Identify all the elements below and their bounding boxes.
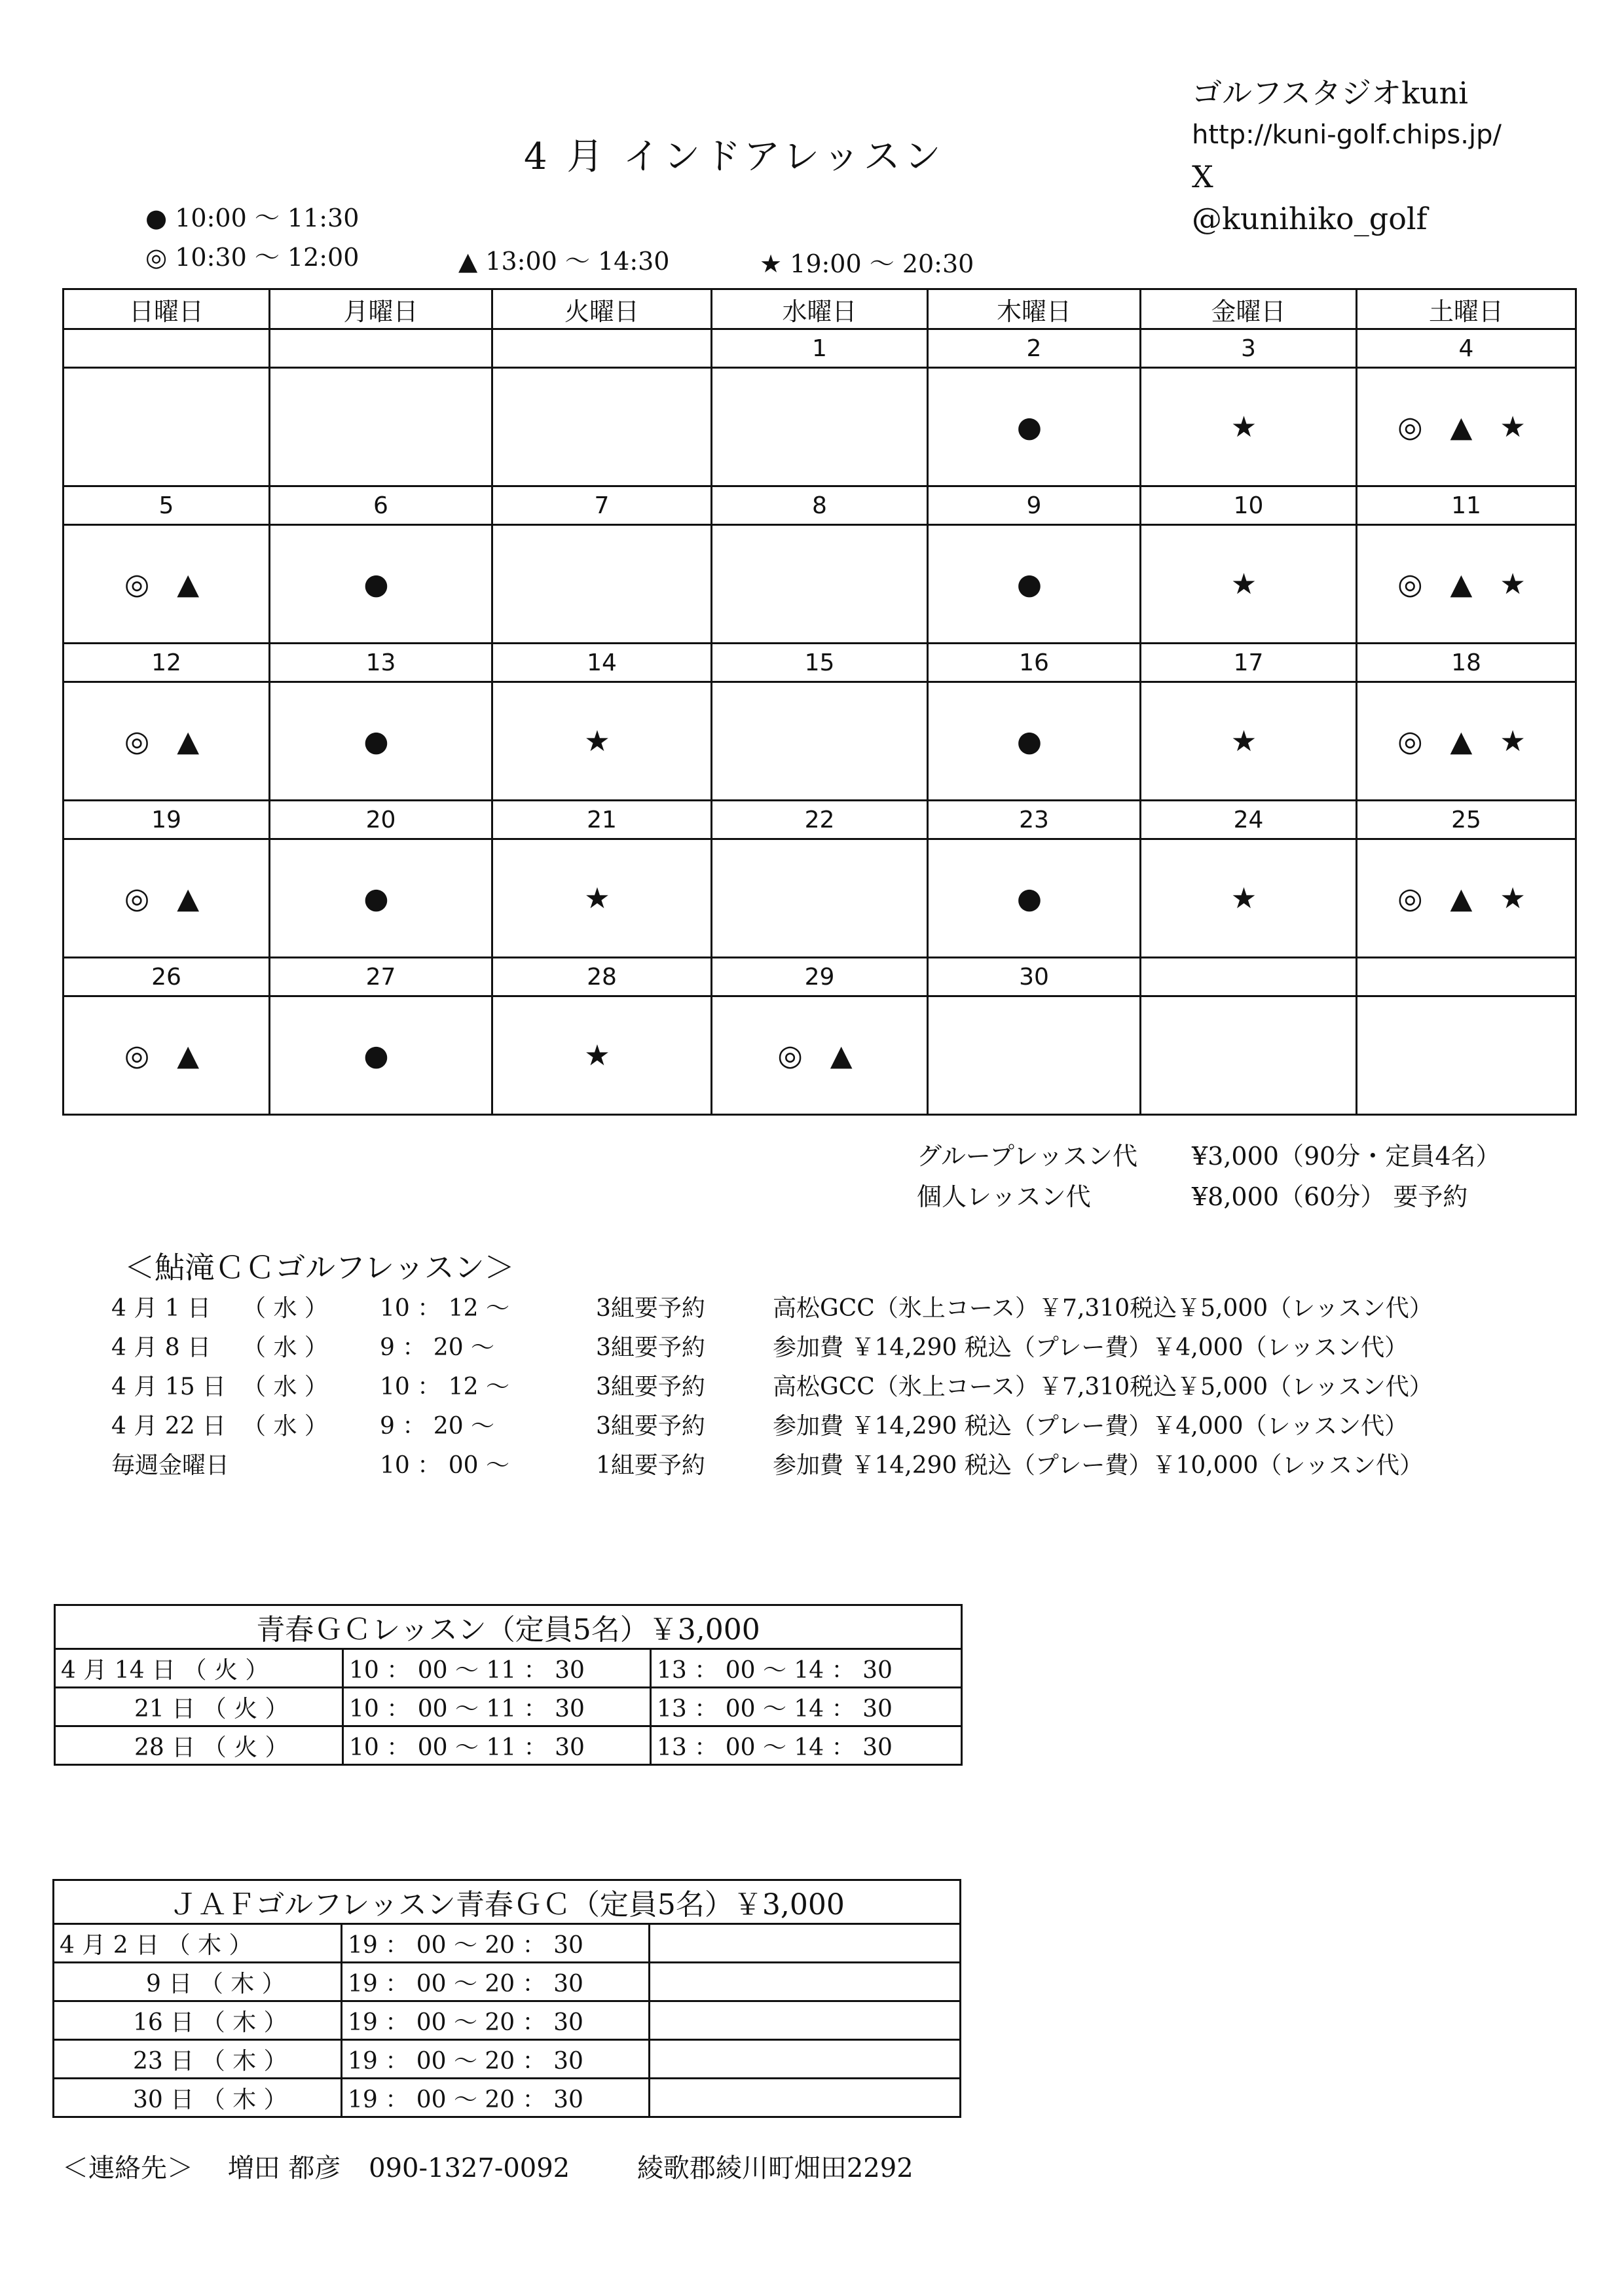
lesson-marks: ◎ ▲ ★	[1357, 525, 1576, 644]
jaf-slot: 19 ： 00 ～ 20 ： 30	[342, 1924, 650, 1963]
seishun-slot-am: 10 ： 00 ～ 11 ： 30	[343, 1726, 651, 1765]
contact-label: ＜連絡先＞	[62, 2153, 193, 2183]
jaf-title: ＪＡＦゴルフレッスン青春ＧＣ（定員5名）￥3,000	[54, 1880, 961, 1924]
lesson-marks: ◎ ▲	[64, 839, 270, 958]
lesson-marks: ◎ ▲	[64, 525, 270, 644]
lesson-marks	[1357, 996, 1576, 1115]
day-number: 25	[1357, 801, 1576, 839]
weekday-header: 金曜日	[1141, 289, 1357, 329]
lesson-marks: ◎ ▲ ★	[1357, 839, 1576, 958]
lesson-marks: ★	[1141, 682, 1357, 801]
jaf-dow: （ 木 ）	[201, 2009, 287, 2036]
legend-double-circle: ◎ 10:30 ～ 12:00	[145, 243, 360, 272]
lesson-marks: ★	[492, 839, 712, 958]
jaf-dow: （ 木 ）	[201, 2086, 287, 2113]
ayutaki-dow: （ 水 ）	[242, 1294, 328, 1322]
day-number: 1	[712, 329, 928, 368]
day-number: 4	[1357, 329, 1576, 368]
x-handle: @kunihiko_golf	[1192, 201, 1428, 236]
jaf-row	[54, 2079, 961, 2117]
seishun-slot-pm: 13 ： 00 ～ 14 ： 30	[651, 1649, 962, 1688]
lesson-mark-row	[64, 839, 1576, 958]
day-number: 27	[270, 958, 492, 996]
private-fee-value: ¥8,000（60分） 要予約	[1192, 1182, 1468, 1211]
seishun-date: 28 日	[134, 1734, 196, 1761]
lesson-marks: ●	[270, 996, 492, 1115]
lesson-marks: ●	[270, 682, 492, 801]
ayutaki-detail: 参加費 ￥14,290 税込（プレー費）￥10,000（レッスン代）	[773, 1451, 1424, 1479]
group-fee-row	[917, 1136, 1501, 1176]
lesson-marks: ★	[492, 996, 712, 1115]
day-number-row	[64, 486, 1576, 525]
group-fee-label: グループレッスン代	[917, 1142, 1138, 1171]
contact-phone: 090-1327-0092	[369, 2153, 570, 2183]
seishun-slot-am: 10 ： 00 ～ 11 ： 30	[343, 1649, 651, 1688]
day-number-row	[64, 958, 1576, 996]
lesson-marks: ●	[270, 525, 492, 644]
day-number: 19	[64, 801, 270, 839]
ayutaki-date: 毎週金曜日	[111, 1451, 230, 1479]
jaf-slot: 19 ： 00 ～ 20 ： 30	[342, 2040, 650, 2079]
ayutaki-time: 9 ： 20 ～	[380, 1334, 495, 1361]
day-number: 20	[270, 801, 492, 839]
day-number: 29	[712, 958, 928, 996]
lesson-marks: ●	[928, 368, 1141, 486]
lesson-marks	[270, 368, 492, 486]
day-number: 10	[1141, 486, 1357, 525]
jaf-date-cell	[54, 2040, 342, 2079]
jaf-slot-empty	[650, 1924, 961, 1963]
seishun-dow: （ 火 ）	[183, 1656, 269, 1684]
lesson-marks: ◎ ▲	[64, 682, 270, 801]
weekday-header: 木曜日	[928, 289, 1141, 329]
weekday-header: 月曜日	[270, 289, 492, 329]
ayutaki-detail: 高松GCC（氷上コース）￥7,310税込￥5,000（レッスン代）	[773, 1373, 1433, 1400]
ayutaki-groups: 1組要予約	[596, 1451, 705, 1479]
day-number: 26	[64, 958, 270, 996]
ayutaki-row	[111, 1365, 1433, 1404]
ayutaki-row	[111, 1286, 1433, 1326]
lesson-marks	[64, 368, 270, 486]
weekday-header: 土曜日	[1357, 289, 1576, 329]
jaf-date: 9 日	[146, 1970, 193, 1997]
day-number: 17	[1141, 644, 1357, 682]
seishun-row	[55, 1649, 962, 1688]
seishun-dow: （ 火 ）	[202, 1734, 289, 1761]
jaf-row	[54, 1963, 961, 2001]
seishun-table	[54, 1604, 963, 1766]
ayutaki-list	[111, 1286, 1433, 1483]
group-fee-value: ¥3,000（90分・定員4名）	[1192, 1142, 1501, 1171]
jaf-title-row	[54, 1880, 961, 1924]
jaf-dow: （ 木 ）	[166, 1931, 253, 1959]
lesson-mark-row	[64, 368, 1576, 486]
day-number: 23	[928, 801, 1141, 839]
lesson-marks: ★	[1141, 839, 1357, 958]
day-number: 13	[270, 644, 492, 682]
ayutaki-row	[111, 1404, 1433, 1444]
weekday-header: 水曜日	[712, 289, 928, 329]
day-number: 30	[928, 958, 1141, 996]
contact-name: 増田 都彦	[227, 2153, 341, 2183]
seishun-row	[55, 1688, 962, 1726]
lesson-mark-row	[64, 525, 1576, 644]
ayutaki-date: 4 月 8 日	[111, 1334, 212, 1361]
jaf-row	[54, 1924, 961, 1963]
ayutaki-dow: （ 水 ）	[242, 1373, 328, 1400]
ayutaki-title: ＜鮎滝ＣＣゴルフレッスン＞	[124, 1250, 515, 1285]
seishun-date-cell	[55, 1726, 343, 1765]
day-number: 6	[270, 486, 492, 525]
legend-triangle: ▲ 13:00 ～ 14:30	[458, 247, 670, 276]
jaf-slot-empty	[650, 1963, 961, 2001]
private-fee-label: 個人レッスン代	[917, 1182, 1091, 1211]
day-number: 16	[928, 644, 1141, 682]
jaf-slot-empty	[650, 2001, 961, 2040]
lesson-mark-row	[64, 682, 1576, 801]
page-title: 4 月 インドアレッスン	[524, 136, 945, 178]
seishun-row	[55, 1726, 962, 1765]
jaf-row	[54, 2040, 961, 2079]
day-number: 24	[1141, 801, 1357, 839]
lesson-marks	[1141, 996, 1357, 1115]
day-number	[270, 329, 492, 368]
lesson-marks: ●	[928, 682, 1141, 801]
lesson-marks: ◎ ▲	[64, 996, 270, 1115]
day-number: 22	[712, 801, 928, 839]
ayutaki-row	[111, 1444, 1433, 1483]
jaf-row	[54, 2001, 961, 2040]
lesson-marks: ●	[928, 839, 1141, 958]
jaf-slot: 19 ： 00 ～ 20 ： 30	[342, 2079, 650, 2117]
ayutaki-time: 9 ： 20 ～	[380, 1412, 495, 1440]
day-number: 12	[64, 644, 270, 682]
day-number	[1141, 958, 1357, 996]
jaf-table	[52, 1879, 961, 2118]
day-number: 15	[712, 644, 928, 682]
day-number: 28	[492, 958, 712, 996]
ayutaki-detail: 高松GCC（氷上コース）￥7,310税込￥5,000（レッスン代）	[773, 1294, 1433, 1322]
jaf-slot: 19 ： 00 ～ 20 ： 30	[342, 1963, 650, 2001]
contact-address: 綾歌郡綾川町畑田2292	[637, 2153, 913, 2183]
lesson-marks	[712, 682, 928, 801]
lesson-marks	[928, 996, 1141, 1115]
lesson-marks	[492, 525, 712, 644]
lesson-marks: ◎ ▲ ★	[1357, 682, 1576, 801]
studio-info	[1192, 72, 1502, 240]
seishun-date-cell	[55, 1649, 343, 1688]
lesson-marks	[712, 839, 928, 958]
seishun-slot-pm: 13 ： 00 ～ 14 ： 30	[651, 1688, 962, 1726]
day-number: 3	[1141, 329, 1357, 368]
ayutaki-groups: 3組要予約	[596, 1412, 705, 1440]
day-number: 11	[1357, 486, 1576, 525]
jaf-date: 30 日	[133, 2086, 194, 2113]
jaf-date: 16 日	[133, 2009, 194, 2036]
lesson-marks: ★	[492, 682, 712, 801]
day-number: 2	[928, 329, 1141, 368]
seishun-title-row	[55, 1605, 962, 1649]
seishun-title: 青春ＧＣレッスン（定員5名）￥3,000	[55, 1605, 962, 1649]
jaf-dow: （ 木 ）	[199, 1970, 286, 1997]
day-number: 5	[64, 486, 270, 525]
ayutaki-time: 10 ： 12 ～	[380, 1373, 509, 1400]
jaf-date-cell	[54, 1963, 342, 2001]
ayutaki-dow: （ 水 ）	[242, 1412, 328, 1440]
ayutaki-detail: 参加費 ￥14,290 税込（プレー費）￥4,000（レッスン代）	[773, 1334, 1409, 1361]
lesson-marks	[712, 368, 928, 486]
jaf-date: 4 月 2 日	[60, 1931, 160, 1959]
ayutaki-date: 4 月 22 日	[111, 1412, 227, 1440]
lesson-calendar	[62, 288, 1577, 1116]
weekday-header: 火曜日	[492, 289, 712, 329]
ayutaki-row	[111, 1326, 1433, 1365]
lesson-marks: ★	[1141, 368, 1357, 486]
contact-info	[62, 2147, 913, 2185]
ayutaki-time: 10 ： 12 ～	[380, 1294, 509, 1322]
ayutaki-groups: 3組要予約	[596, 1373, 705, 1400]
jaf-date-cell	[54, 2001, 342, 2040]
seishun-slot-pm: 13 ： 00 ～ 14 ： 30	[651, 1726, 962, 1765]
studio-url[interactable]: http://kuni-golf.chips.jp/	[1192, 120, 1502, 150]
jaf-slot-empty	[650, 2040, 961, 2079]
jaf-slot: 19 ： 00 ～ 20 ： 30	[342, 2001, 650, 2040]
seishun-date: 21 日	[134, 1695, 196, 1722]
ayutaki-time: 10 ： 00 ～	[380, 1451, 509, 1479]
seishun-date: 4 月 14 日	[61, 1656, 176, 1684]
weekday-header: 日曜日	[64, 289, 270, 329]
studio-name: ゴルフスタジオkuni	[1192, 75, 1468, 111]
lesson-marks: ◎ ▲ ★	[1357, 368, 1576, 486]
day-number-row	[64, 329, 1576, 368]
day-number-row	[64, 644, 1576, 682]
weekday-header-row	[64, 289, 1576, 329]
lesson-marks	[712, 525, 928, 644]
jaf-dow: （ 木 ）	[201, 2047, 287, 2075]
jaf-date: 23 日	[133, 2047, 194, 2075]
lesson-fees	[917, 1136, 1501, 1217]
lesson-marks	[492, 368, 712, 486]
lesson-mark-row	[64, 996, 1576, 1115]
lesson-marks: ◎ ▲	[712, 996, 928, 1115]
seishun-slot-am: 10 ： 00 ～ 11 ： 30	[343, 1688, 651, 1726]
jaf-date-cell	[54, 2079, 342, 2117]
lesson-marks: ●	[928, 525, 1141, 644]
day-number: 18	[1357, 644, 1576, 682]
ayutaki-date: 4 月 1 日	[111, 1294, 212, 1322]
day-number: 9	[928, 486, 1141, 525]
legend-star: ★ 19:00 ～ 20:30	[760, 249, 974, 278]
seishun-dow: （ 火 ）	[202, 1695, 289, 1722]
x-label: X	[1192, 159, 1213, 194]
day-number-row	[64, 801, 1576, 839]
day-number: 7	[492, 486, 712, 525]
legend-circle: ● 10:00 ～ 11:30	[145, 204, 360, 232]
day-number	[1357, 958, 1576, 996]
ayutaki-groups: 3組要予約	[596, 1334, 705, 1361]
day-number: 14	[492, 644, 712, 682]
day-number	[492, 329, 712, 368]
day-number: 8	[712, 486, 928, 525]
ayutaki-groups: 3組要予約	[596, 1294, 705, 1322]
day-number	[64, 329, 270, 368]
seishun-date-cell	[55, 1688, 343, 1726]
lesson-marks: ★	[1141, 525, 1357, 644]
private-fee-row	[917, 1176, 1501, 1217]
jaf-date-cell	[54, 1924, 342, 1963]
lesson-marks: ●	[270, 839, 492, 958]
ayutaki-detail: 参加費 ￥14,290 税込（プレー費）￥4,000（レッスン代）	[773, 1412, 1409, 1440]
ayutaki-dow: （ 水 ）	[242, 1334, 328, 1361]
day-number: 21	[492, 801, 712, 839]
jaf-slot-empty	[650, 2079, 961, 2117]
ayutaki-date: 4 月 15 日	[111, 1373, 227, 1400]
